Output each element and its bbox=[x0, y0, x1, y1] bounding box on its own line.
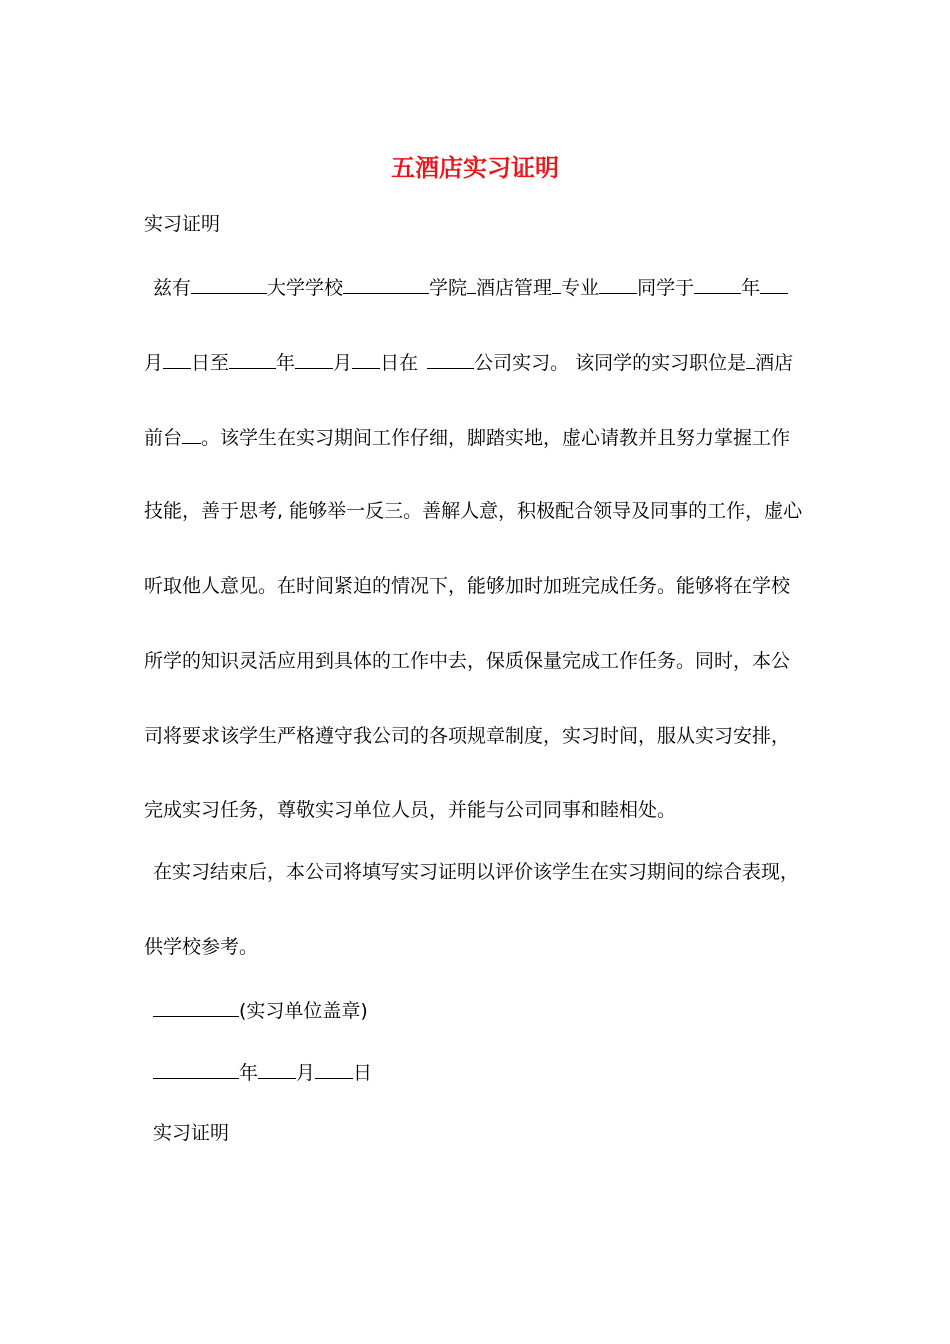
section-heading: 实习证明 bbox=[144, 213, 221, 235]
fill-blank bbox=[552, 273, 561, 294]
text-segment: 。该学生在实习期间工作仔细，脚踏实地，虚心请教并且努力掌握工作 bbox=[201, 427, 791, 449]
paragraph-line-5: 听取他人意见。在时间紧迫的情况下，能够加时加班完成任务。能够将在学校 bbox=[144, 575, 791, 597]
paragraph-line-4: 技能，善于思考, 能够举一反三。善解人意，积极配合领导及同事的工作，虚心 bbox=[144, 500, 803, 522]
fill-blank-month bbox=[760, 273, 788, 294]
stamp-label: (实习单位盖章) bbox=[239, 1000, 368, 1022]
text-segment: 日在 bbox=[380, 352, 419, 374]
fill-blank-year bbox=[153, 1058, 239, 1079]
paragraph-line-10: 供学校参考。 bbox=[144, 936, 259, 958]
text-segment: 兹有 bbox=[153, 277, 192, 299]
text-segment: 日至 bbox=[191, 352, 230, 374]
date-line bbox=[153, 1058, 372, 1086]
text-segment: 月 bbox=[144, 352, 164, 374]
date-day-label: 日 bbox=[353, 1062, 373, 1084]
paragraph-line-1 bbox=[153, 273, 788, 301]
fill-blank-college bbox=[343, 273, 429, 294]
position-value: 酒店 bbox=[755, 352, 794, 374]
fill-blank bbox=[746, 348, 755, 369]
fill-blank-stamp bbox=[153, 996, 239, 1017]
fill-blank bbox=[467, 273, 476, 294]
fill-blank-month bbox=[258, 1058, 296, 1079]
text-segment: 学院 bbox=[429, 277, 468, 299]
paragraph-line-8: 完成实习任务，尊敬实习单位人员，并能与公司同事和睦相处。 bbox=[144, 799, 677, 821]
fill-blank-day bbox=[315, 1058, 353, 1079]
major-value: 酒店管理 bbox=[476, 277, 553, 299]
paragraph-line-9: 在实习结束后，本公司将填写实习证明以评价该学生在实习期间的综合表现， bbox=[153, 861, 800, 883]
text-segment: 公司实习。 该同学的实习职位是 bbox=[474, 352, 747, 374]
fill-blank-day bbox=[163, 348, 191, 369]
text-segment: 月 bbox=[333, 352, 353, 374]
text-segment: 专业 bbox=[561, 277, 600, 299]
text-segment: 同学于 bbox=[637, 277, 695, 299]
fill-blank-year bbox=[229, 348, 276, 369]
fill-blank-student bbox=[599, 273, 637, 294]
document-title: 五酒店实习证明 bbox=[391, 153, 559, 182]
paragraph-line-3 bbox=[144, 423, 790, 451]
position-value: 前台 bbox=[144, 427, 183, 449]
text-segment: 年 bbox=[741, 277, 761, 299]
stamp-line bbox=[153, 996, 368, 1024]
text-segment: 年 bbox=[276, 352, 296, 374]
date-year-label: 年 bbox=[239, 1062, 259, 1084]
fill-blank bbox=[182, 423, 201, 444]
paragraph-line-7: 司将要求该学生严格遵守我公司的各项规章制度，实习时间，服从实习安排， bbox=[144, 725, 791, 747]
fill-blank-month bbox=[295, 348, 333, 369]
paragraph-line-2 bbox=[144, 348, 793, 376]
text-segment: 大学学校 bbox=[267, 277, 344, 299]
fill-blank-company bbox=[427, 348, 474, 369]
footer-heading: 实习证明 bbox=[153, 1122, 230, 1144]
fill-blank-year bbox=[694, 273, 741, 294]
paragraph-line-6: 所学的知识灵活应用到具体的工作中去，保质保量完成工作任务。同时，本公 bbox=[144, 650, 791, 672]
date-month-label: 月 bbox=[296, 1062, 316, 1084]
fill-blank-university bbox=[191, 273, 267, 294]
fill-blank-day bbox=[352, 348, 380, 369]
